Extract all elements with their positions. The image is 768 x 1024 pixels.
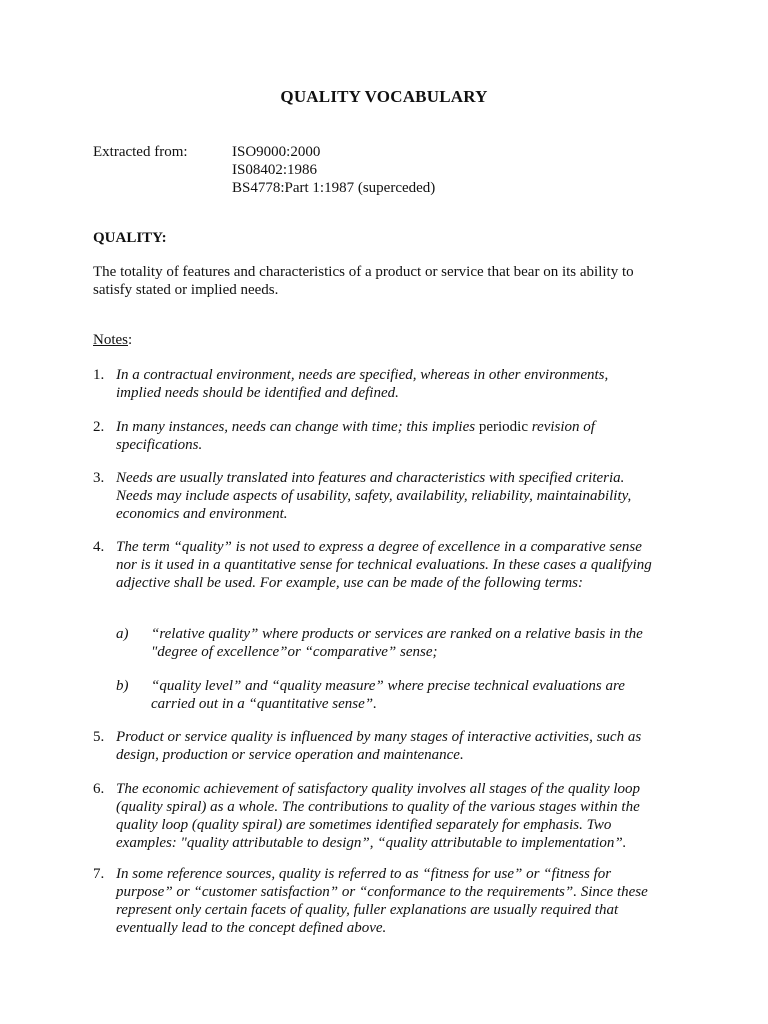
- note-line: In some reference sources, quality is referred to as “fitness for use” or “fitness for: [116, 866, 612, 882]
- note-line-part: periodic: [478, 419, 529, 435]
- definition-line: The totality of features and characteristics of a product or service that bear on its ability to: [93, 264, 634, 280]
- note-line: design, production or service operation and maintenance.: [116, 747, 464, 763]
- source-item: BS4778:Part 1:1987 (superceded): [232, 180, 436, 196]
- note-line-part: revision of: [528, 419, 595, 435]
- note-number: 7.: [93, 866, 105, 882]
- note-text: [116, 469, 676, 523]
- note-number: 6.: [93, 781, 105, 797]
- source-item: ISO9000:2000: [232, 144, 321, 160]
- note-number: 1.: [93, 367, 105, 383]
- note-text: [116, 418, 676, 454]
- note-line: quality loop (quality spiral) are sometimes identified separately for emphasis. Two: [116, 817, 612, 833]
- sub-item-text: [151, 677, 676, 713]
- section-heading: QUALITY:: [93, 230, 167, 246]
- sub-item-line: “quality level” and “quality measure” where precise technical evaluations are: [151, 678, 625, 694]
- note-line: represent only certain facets of quality, fuller explanations are usually required that: [116, 902, 619, 918]
- note-line: examples: "quality attributable to design”, “quality attributable to implementation”.: [116, 835, 627, 851]
- quality-definition: [93, 263, 673, 299]
- note-line: adjective shall be used. For example, use can be made of the following terms:: [116, 575, 583, 591]
- source-list: [232, 143, 435, 197]
- note-line: purpose” or “customer satisfaction” or “conformance to the requirements”. Since these: [116, 884, 648, 900]
- note-line: nor is it used in a quantitative sense for technical evaluations. In these cases a qualifying: [116, 557, 652, 573]
- note-line: [116, 418, 676, 436]
- note-line: Product or service quality is influenced by many stages of interactive activities, such as: [116, 729, 642, 745]
- note-number: 2.: [93, 419, 105, 435]
- sub-item-letter: b): [116, 678, 129, 694]
- sub-item-letter: a): [116, 626, 129, 642]
- note-number: 5.: [93, 729, 105, 745]
- sub-item-text: [151, 625, 676, 661]
- note-line: In a contractual environment, needs are specified, whereas in other environments,: [116, 367, 609, 383]
- page-title: QUALITY VOCABULARY: [280, 87, 488, 106]
- note-line: Needs are usually translated into features and characteristics with specified criteria.: [116, 470, 625, 486]
- note-text: [116, 366, 676, 402]
- notes-heading: [93, 331, 132, 349]
- source-item: IS08402:1986: [232, 162, 318, 178]
- note-text: [116, 865, 676, 937]
- note-text: [116, 780, 676, 852]
- notes-heading-colon: :: [128, 332, 133, 348]
- definition-line: satisfy stated or implied needs.: [93, 282, 279, 298]
- note-line: The term “quality” is not used to express a degree of excellence in a comparative sense: [116, 539, 642, 555]
- extract-label: Extracted from:: [93, 144, 188, 160]
- note-number: 3.: [93, 470, 105, 486]
- notes-heading-word: Notes: [93, 332, 128, 348]
- sub-item-line: "degree of excellence”or “comparative” sense;: [151, 644, 438, 660]
- note-line: The economic achievement of satisfactory quality involves all stages of the quality loop: [116, 781, 641, 797]
- note-line: Needs may include aspects of usability, safety, availability, reliability, maintainability,: [116, 488, 632, 504]
- note-text: [116, 728, 676, 764]
- sub-item-line: “relative quality” where products or services are ranked on a relative basis in the: [151, 626, 643, 642]
- note-number: 4.: [93, 539, 105, 555]
- note-line: eventually lead to the concept defined above.: [116, 920, 387, 936]
- note-line: implied needs should be identified and defined.: [116, 385, 399, 401]
- note-line: (quality spiral) as a whole. The contributions to quality of the various stages within the: [116, 799, 640, 815]
- note-text: [116, 538, 676, 592]
- sub-item-line: carried out in a “quantitative sense”.: [151, 696, 377, 712]
- note-line-part: In many instances, needs can change with time; this implies: [116, 419, 479, 435]
- note-line: specifications.: [116, 437, 203, 453]
- note-line: economics and environment.: [116, 506, 288, 522]
